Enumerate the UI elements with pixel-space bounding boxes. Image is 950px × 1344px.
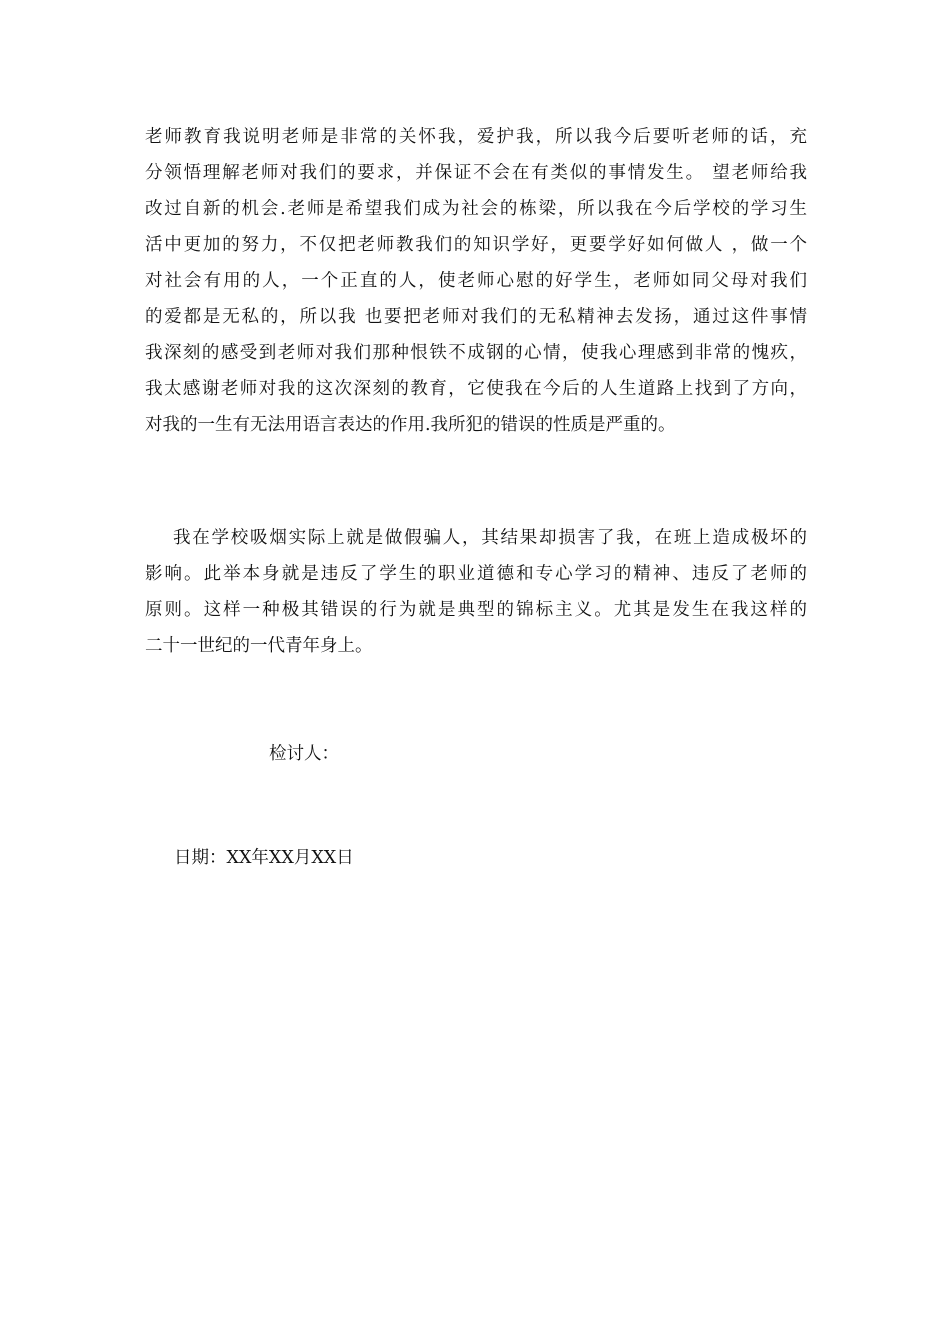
paragraph-line: 影响。此举本身就是违反了学生的职业道德和专心学习的精神、违反了老师的 bbox=[145, 564, 807, 584]
paragraph-line: 老师教育我说明老师是非常的关怀我，爱护我，所以我今后要听老师的话，充 bbox=[145, 127, 807, 147]
body-paragraph-1 bbox=[145, 119, 807, 443]
paragraph-line: 的爱都是无私的，所以我 也要把老师对我们的无私精神去发扬，通过这件事情 bbox=[145, 307, 807, 327]
paragraph-line: 二十一世纪的一代青年身上。 bbox=[145, 636, 373, 656]
paragraph-line: 原则。这样一种极其错误的行为就是典型的锦标主义。尤其是发生在我这样的 bbox=[145, 600, 807, 620]
body-paragraph-2 bbox=[145, 520, 807, 664]
paragraph-line: 我在学校吸烟实际上就是做假骗人，其结果却损害了我，在班上造成极坏的 bbox=[173, 528, 807, 548]
paragraph-line: 对我的一生有无法用语言表达的作用.我所犯的错误的性质是严重的。 bbox=[145, 415, 676, 435]
paragraph-line: 我太感谢老师对我的这次深刻的教育，它使我在今后的人生道路上找到了方向， bbox=[145, 379, 807, 399]
paragraph-line: 对社会有用的人，一个正直的人，使老师心慰的好学生，老师如同父母对我们 bbox=[145, 271, 807, 291]
paragraph-line: 改过自新的机会.老师是希望我们成为社会的栋梁，所以我在今后学校的学习生 bbox=[145, 199, 807, 219]
paragraph-line: 分领悟理解老师对我们的要求，并保证不会在有类似的事情发生。 望老师给我 bbox=[145, 163, 807, 183]
reviewer-label: 检讨人： bbox=[269, 744, 339, 764]
paragraph-line: 我深刻的感受到老师对我们那种恨铁不成钢的心情，使我心理感到非常的愧疚， bbox=[145, 343, 807, 363]
date-line: 日期：XX年XX月XX日 bbox=[174, 848, 354, 868]
paragraph-line: 活中更加的努力，不仅把老师教我们的知识学好，更要学好如何做人 ，做一个 bbox=[145, 235, 807, 255]
